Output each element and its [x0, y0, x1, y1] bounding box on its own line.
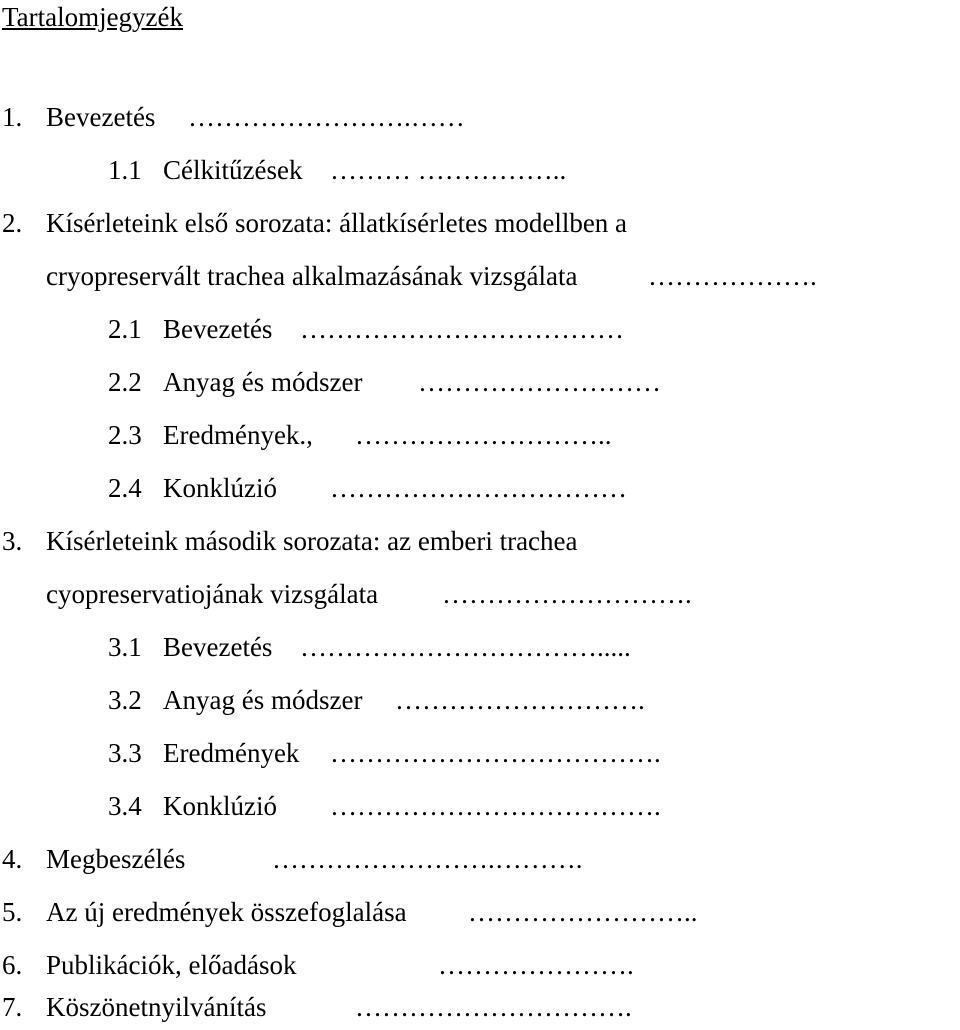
toc-entry-leader: ………………………. [395, 685, 645, 715]
toc-entry-leader: ………………. [648, 261, 817, 291]
toc-entry-number: 4. [2, 844, 23, 874]
toc-entry-leader: ……………………….. [355, 420, 612, 450]
toc-entry-leader: …………………….…… [188, 102, 465, 132]
toc-entry-number: 2.4 [108, 473, 142, 503]
toc-entry-text: Konklúzió [163, 791, 277, 821]
toc-entry-leader: ……… …………….. [330, 155, 567, 185]
toc-entry-number: 3.4 [108, 791, 142, 821]
toc-entry-text: Kísérleteink második sorozata: az emberi trachea [46, 526, 578, 556]
toc-entry-number: 5. [2, 897, 23, 927]
toc-entry-text: cryopreservált trachea alkalmazásának vizsgálata [46, 261, 578, 291]
toc-entry-number: 1.1 [108, 155, 142, 185]
toc-entry-leader: ……………………………… [300, 314, 624, 344]
toc-entry-number: 3. [2, 526, 23, 556]
toc-entry-number: 2.3 [108, 420, 142, 450]
toc-entry-number: 7. [2, 992, 23, 1022]
toc-entry-leader: …………………. [438, 950, 634, 980]
toc-entry-text: Bevezetés [163, 632, 273, 662]
toc-entry-text: Anyag és módszer [163, 685, 363, 715]
toc-entry-leader: ……………………… [418, 367, 661, 397]
toc-entry-number: 3.2 [108, 685, 142, 715]
toc-entry-number: 6. [2, 950, 23, 980]
toc-entry-leader: ………………………. [442, 579, 692, 609]
toc-entry-number: 1. [2, 102, 23, 132]
toc-entry-text: Eredmények [163, 738, 300, 768]
toc-entry-leader: …………………………. [355, 992, 632, 1022]
toc-entry-leader: ………………………………. [330, 791, 661, 821]
toc-entry-text: Konklúzió [163, 473, 277, 503]
toc-entry-text: Célkitűzések [163, 155, 303, 185]
toc-entry-number: 2.1 [108, 314, 142, 344]
toc-entry-number: 2.2 [108, 367, 142, 397]
toc-entry-number: 2. [2, 208, 23, 238]
toc-entry-text: Anyag és módszer [163, 367, 363, 397]
toc-entry-text: Eredmények., [163, 420, 313, 450]
toc-entry-leader: …………………………… [330, 473, 627, 503]
toc-entry-leader: ………………………………. [330, 738, 661, 768]
toc-entry-number: 3.3 [108, 738, 142, 768]
toc-entry-text: cyopreservatiojának vizsgálata [46, 579, 379, 609]
toc-entry-text: Kísérleteink első sorozata: állatkísérletes modellben a [46, 208, 628, 238]
toc-entry-leader: …………………….. [468, 897, 698, 927]
toc-entry-text: Köszönetnyilvánítás [46, 992, 267, 1022]
toc-entry-text: Az új eredmények összefoglalása [46, 897, 407, 927]
toc-entry-text: Bevezetés [163, 314, 273, 344]
toc-entry-text: Bevezetés [46, 102, 156, 132]
toc-entry-text: Publikációk, előadások [46, 950, 297, 980]
toc-title: Tartalomjegyzék [2, 2, 184, 32]
toc-entry-text: Megbeszélés [46, 844, 186, 874]
toc-entry-leader: …………………….………. [272, 844, 583, 874]
toc-entry-leader: ……………………………..... [300, 632, 631, 662]
toc-entry-number: 3.1 [108, 632, 142, 662]
